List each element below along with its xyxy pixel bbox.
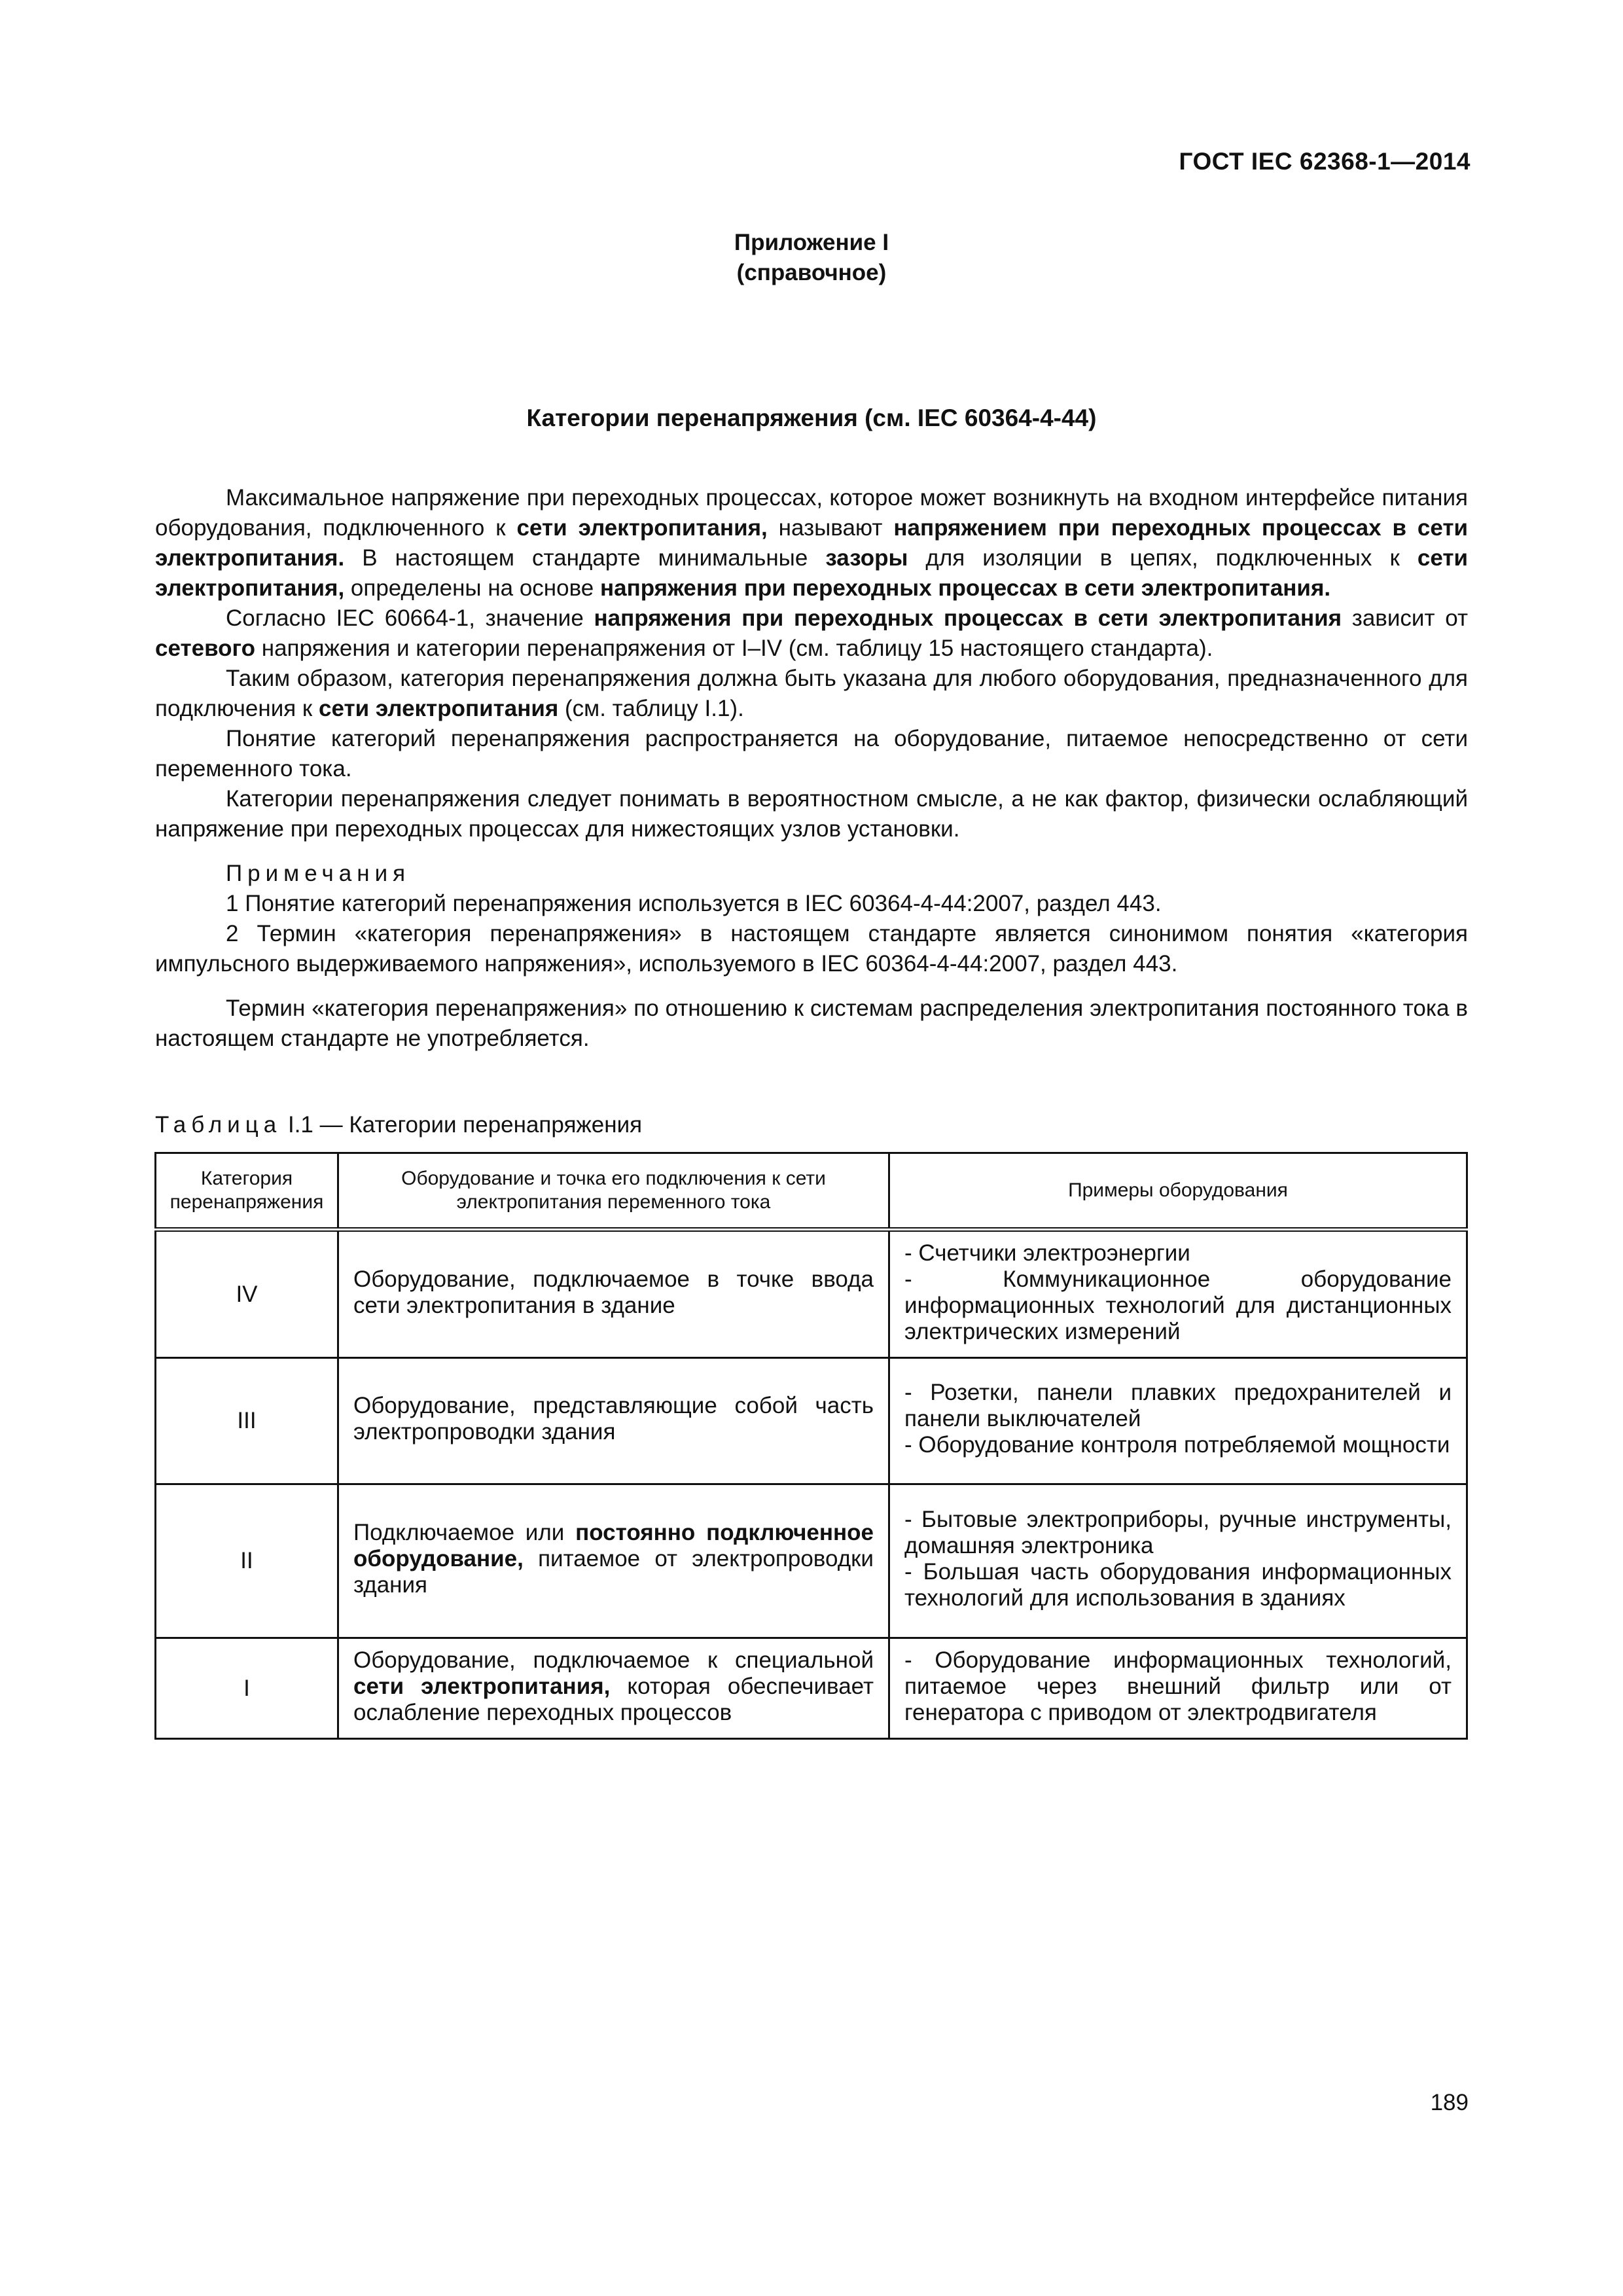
category-cell: IV: [156, 1230, 338, 1358]
table-row: [156, 1638, 1467, 1739]
table-row: [156, 1484, 1467, 1638]
examples-cell: [889, 1358, 1467, 1484]
page-number: 189: [1430, 2090, 1469, 2115]
examples-cell: [889, 1638, 1467, 1739]
example-item: - Коммуникационное оборудование информационных технологий для дистанционных электрических измерений: [904, 1266, 1452, 1344]
header-equipment: Оборудование и точка его подключения к сети электропитания переменного тока: [338, 1153, 889, 1230]
table-header-row: [156, 1153, 1467, 1230]
paragraph-5: Категории перенапряжения следует понимать в вероятностном смысле, а не как фактор, физически ослабляющий напряжение при переходных процессах для нижестоящих узлов установки.: [155, 786, 1468, 842]
equipment-cell: Оборудование, подключаемое к специальной сети электропитания, которая обеспечивает ослабление переходных процессов: [338, 1638, 889, 1739]
paragraph-1: Максимальное напряжение при переходных процессах, которое может возникнуть на входном интерфейсе питания оборудования, подключенного к сети электропитания, называют напряжением при переходных процессах в сети электропитания. В настоящем стандарте минимальные зазоры для изоляции в цепях, подключенных к сети электропитания, определены на основе напряжения при переходных процессах в сети электропитания.: [155, 485, 1469, 601]
header-category: Категория перенапряжения: [156, 1153, 338, 1230]
body-text: [155, 483, 1468, 1054]
equipment-cell: Оборудование, подключаемое в точке ввода сети электропитания в здание: [338, 1230, 889, 1358]
category-cell: III: [156, 1358, 338, 1484]
equipment-cell: Оборудование, представляющие собой часть электропроводки здания: [338, 1358, 889, 1484]
paragraph-3: Таким образом, категория перенапряжения должна быть указана для любого оборудования, предназначенного для подключения к сети электропитания (см. таблицу I.1).: [155, 666, 1468, 721]
appendix-status: (справочное): [736, 260, 887, 285]
header-examples: Примеры оборудования: [889, 1153, 1467, 1230]
table-caption-prefix: Таблица: [155, 1112, 282, 1138]
paragraph-4: Понятие категорий перенапряжения распространяется на оборудование, питаемое непосредственно от сети переменного тока.: [155, 726, 1468, 781]
document-code: ГОСТ IEC 62368-1—2014: [1179, 148, 1471, 175]
examples-cell: [889, 1484, 1467, 1638]
table-caption: [155, 1110, 642, 1140]
overvoltage-categories-table: [154, 1152, 1468, 1740]
appendix-heading: [0, 228, 1623, 288]
category-cell: I: [156, 1638, 338, 1739]
table-row: [156, 1230, 1467, 1358]
example-item: - Большая часть оборудования информационных технологий для использования в зданиях: [904, 1559, 1452, 1611]
appendix-label: Приложение I: [734, 230, 889, 255]
note-2: 2 Термин «категория перенапряжения» в настоящем стандарте является синонимом понятия «категория импульсного выдерживаемого напряжения», используемого в IEC 60364-4-44:2007, раздел 443.: [155, 921, 1468, 977]
example-item: - Счетчики электроэнергии: [904, 1240, 1190, 1266]
example-item: - Бытовые электроприборы, ручные инструменты, домашняя электроника: [904, 1507, 1452, 1558]
section-title: Категории перенапряжения (см. IEC 60364-4-44): [526, 404, 1097, 431]
table-row: [156, 1358, 1467, 1484]
example-item: - Розетки, панели плавких предохранителей и панели выключателей: [904, 1380, 1452, 1431]
example-item: - Оборудование информационных технологий, питаемое через внешний фильтр или от генератора с приводом от электродвигателя: [904, 1647, 1452, 1725]
note-1: 1 Понятие категорий перенапряжения используется в IEC 60364-4-44:2007, раздел 443.: [226, 891, 1162, 916]
examples-cell: [889, 1230, 1467, 1358]
example-item: - Оборудование контроля потребляемой мощности: [904, 1432, 1450, 1458]
equipment-cell: Подключаемое или постоянно подключенное оборудование, питаемое от электропроводки здания: [338, 1484, 889, 1638]
table-caption-text: I.1 — Категории перенапряжения: [287, 1112, 643, 1138]
closing-paragraph: Термин «категория перенапряжения» по отношению к системам распределения электропитания постоянного тока в настоящем стандарте не употребляется.: [155, 996, 1468, 1051]
paragraph-2: Согласно IEC 60664-1, значение напряжения при переходных процессах в сети электропитания зависит от сетевого напряжения и категории перенапряжения от I–IV (см. таблицу 15 настоящего стандарта).: [155, 605, 1468, 661]
notes-heading: Примечания: [226, 861, 411, 886]
category-cell: II: [156, 1484, 338, 1638]
